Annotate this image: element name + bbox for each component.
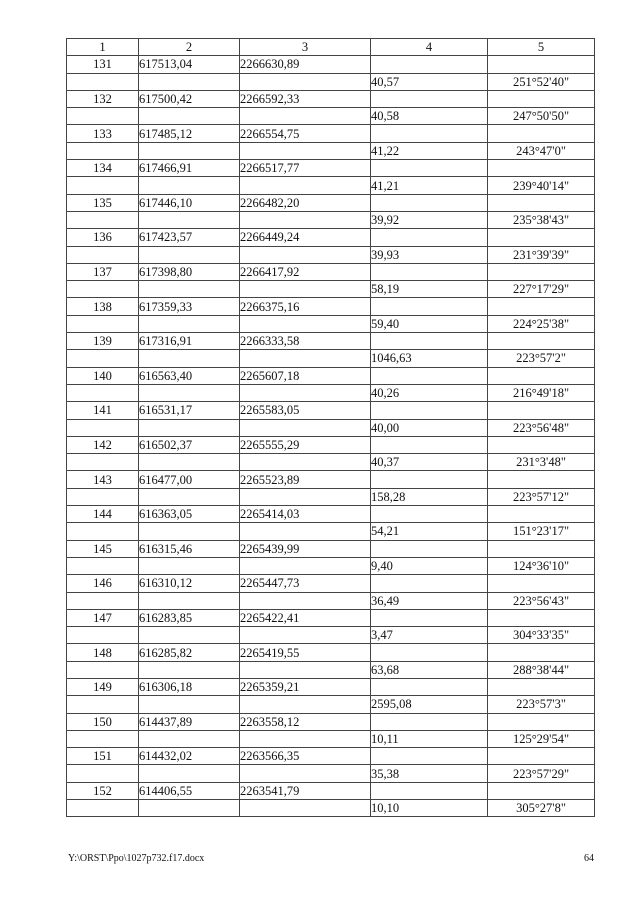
table-cell <box>67 523 139 540</box>
table-cell <box>240 592 371 609</box>
table-cell <box>371 506 488 523</box>
table-cell <box>240 765 371 782</box>
table-cell <box>371 56 488 73</box>
table-cell <box>240 384 371 401</box>
table-cell <box>139 419 240 436</box>
table-cell <box>240 488 371 505</box>
table-cell: 2265555,29 <box>240 436 371 453</box>
table-cell <box>488 263 595 280</box>
table-cell: 35,38 <box>371 765 488 782</box>
table-row <box>67 523 595 540</box>
table-cell <box>67 765 139 782</box>
table-cell: 617485,12 <box>139 125 240 142</box>
table-row <box>67 471 595 488</box>
table-cell <box>240 177 371 194</box>
table-cell <box>488 298 595 315</box>
table-cell: 146 <box>67 575 139 592</box>
table-cell: 617316,91 <box>139 333 240 350</box>
table-cell <box>240 246 371 263</box>
header-cell: 4 <box>371 39 488 56</box>
table-cell <box>67 557 139 574</box>
table-row <box>67 384 595 401</box>
table-cell <box>139 108 240 125</box>
table-cell: 54,21 <box>371 523 488 540</box>
table-cell: 2266517,77 <box>240 160 371 177</box>
table-cell <box>240 696 371 713</box>
table-cell <box>240 211 371 228</box>
table-cell: 151 <box>67 748 139 765</box>
table-cell: 2266375,16 <box>240 298 371 315</box>
table-cell <box>67 488 139 505</box>
table-row <box>67 108 595 125</box>
table-cell: 614432,02 <box>139 748 240 765</box>
table-cell <box>67 627 139 644</box>
table-cell: 614406,55 <box>139 782 240 799</box>
table-row <box>67 73 595 90</box>
table-cell: 138 <box>67 298 139 315</box>
table-cell: 142 <box>67 436 139 453</box>
table-cell <box>139 211 240 228</box>
table-cell: 137 <box>67 263 139 280</box>
table-row <box>67 540 595 557</box>
table-cell <box>488 229 595 246</box>
table-cell <box>488 471 595 488</box>
table-cell: 135 <box>67 194 139 211</box>
header-cell: 3 <box>240 39 371 56</box>
footer-file-path: Y:\ORST\Ppo\1027p732.f17.docx <box>68 853 205 864</box>
table-row <box>67 402 595 419</box>
table-cell: 3,47 <box>371 627 488 644</box>
table-cell: 63,68 <box>371 661 488 678</box>
table-cell: 39,93 <box>371 246 488 263</box>
table-cell <box>67 211 139 228</box>
coordinates-table <box>66 38 595 817</box>
table-cell: 132 <box>67 90 139 107</box>
table-cell: 9,40 <box>371 557 488 574</box>
table-cell: 243°47'0" <box>488 142 595 159</box>
table-row <box>67 177 595 194</box>
table-cell <box>139 800 240 817</box>
table-cell: 158,28 <box>371 488 488 505</box>
table-cell: 616363,05 <box>139 506 240 523</box>
table-row <box>67 609 595 626</box>
table-row <box>67 125 595 142</box>
table-row <box>67 557 595 574</box>
table-cell <box>67 696 139 713</box>
table-row <box>67 436 595 453</box>
table-cell: 616310,12 <box>139 575 240 592</box>
table-row <box>67 298 595 315</box>
table-cell: 616531,17 <box>139 402 240 419</box>
table-cell <box>139 454 240 471</box>
table-cell: 133 <box>67 125 139 142</box>
table-cell <box>240 557 371 574</box>
table-cell: 152 <box>67 782 139 799</box>
table-cell: 239°40'14" <box>488 177 595 194</box>
table-cell <box>371 90 488 107</box>
table-cell: 2266417,92 <box>240 263 371 280</box>
table-cell: 2266482,20 <box>240 194 371 211</box>
table-cell <box>67 108 139 125</box>
table-cell: 151°23'17" <box>488 523 595 540</box>
table-cell: 144 <box>67 506 139 523</box>
table-row <box>67 678 595 695</box>
table-cell: 2266449,24 <box>240 229 371 246</box>
table-row <box>67 661 595 678</box>
table-cell: 223°56'48" <box>488 419 595 436</box>
table-cell: 617423,57 <box>139 229 240 246</box>
table-row <box>67 56 595 73</box>
table-cell <box>371 644 488 661</box>
table-cell <box>240 142 371 159</box>
table-cell: 617359,33 <box>139 298 240 315</box>
table-cell: 140 <box>67 367 139 384</box>
table-cell: 616563,40 <box>139 367 240 384</box>
table-cell <box>139 384 240 401</box>
table-cell: 616306,18 <box>139 678 240 695</box>
table-cell: 616285,82 <box>139 644 240 661</box>
table-row <box>67 713 595 730</box>
table-row <box>67 281 595 298</box>
table-cell <box>67 384 139 401</box>
table-cell: 41,21 <box>371 177 488 194</box>
table-cell <box>488 506 595 523</box>
table-cell: 40,58 <box>371 108 488 125</box>
table-cell: 231°3'48" <box>488 454 595 471</box>
table-cell <box>371 713 488 730</box>
table-cell: 1046,63 <box>371 350 488 367</box>
table-cell <box>371 263 488 280</box>
table-row <box>67 211 595 228</box>
table-cell: 41,22 <box>371 142 488 159</box>
table-cell: 2266333,58 <box>240 333 371 350</box>
table-cell: 2265583,05 <box>240 402 371 419</box>
table-cell: 148 <box>67 644 139 661</box>
footer-page-number: 64 <box>584 853 594 864</box>
table-row <box>67 419 595 436</box>
table-row <box>67 333 595 350</box>
table-cell <box>240 627 371 644</box>
table-cell: 36,49 <box>371 592 488 609</box>
table-cell <box>371 125 488 142</box>
table-cell <box>139 661 240 678</box>
table-cell: 40,00 <box>371 419 488 436</box>
table-cell <box>240 108 371 125</box>
table-cell: 10,11 <box>371 730 488 747</box>
table-cell <box>488 436 595 453</box>
table-cell: 223°56'43" <box>488 592 595 609</box>
table-cell <box>371 229 488 246</box>
table-cell: 617500,42 <box>139 90 240 107</box>
table-cell <box>240 73 371 90</box>
table-cell: 251°52'40" <box>488 73 595 90</box>
table-cell <box>371 782 488 799</box>
table-row <box>67 350 595 367</box>
table-cell <box>488 367 595 384</box>
table-cell <box>139 488 240 505</box>
table-row <box>67 229 595 246</box>
table-cell: 2266592,33 <box>240 90 371 107</box>
table-row <box>67 575 595 592</box>
table-cell <box>139 315 240 332</box>
table-cell <box>488 90 595 107</box>
table-cell: 40,57 <box>371 73 488 90</box>
table-cell: 2266630,89 <box>240 56 371 73</box>
table-row <box>67 800 595 817</box>
table-cell <box>371 402 488 419</box>
table-cell <box>488 609 595 626</box>
table-cell: 231°39'39" <box>488 246 595 263</box>
table-cell: 10,10 <box>371 800 488 817</box>
table-cell: 2263558,12 <box>240 713 371 730</box>
table-cell: 288°38'44" <box>488 661 595 678</box>
table-row <box>67 454 595 471</box>
table-cell: 616477,00 <box>139 471 240 488</box>
table-cell <box>371 575 488 592</box>
table-row <box>67 142 595 159</box>
table-cell: 147 <box>67 609 139 626</box>
table-cell: 39,92 <box>371 211 488 228</box>
table-cell: 616502,37 <box>139 436 240 453</box>
table-cell <box>488 160 595 177</box>
table-cell: 40,26 <box>371 384 488 401</box>
table-row <box>67 730 595 747</box>
table-cell <box>488 540 595 557</box>
table-cell <box>67 142 139 159</box>
table-cell <box>67 281 139 298</box>
table-cell <box>488 644 595 661</box>
table-cell: 2265414,03 <box>240 506 371 523</box>
table-cell <box>488 575 595 592</box>
table-cell <box>488 333 595 350</box>
table-cell <box>139 142 240 159</box>
table-row <box>67 367 595 384</box>
table-cell <box>371 194 488 211</box>
table-cell: 150 <box>67 713 139 730</box>
table-cell: 131 <box>67 56 139 73</box>
table-cell <box>67 730 139 747</box>
table-cell: 124°36'10" <box>488 557 595 574</box>
table-row <box>67 696 595 713</box>
table-row <box>67 194 595 211</box>
table-cell <box>240 661 371 678</box>
table-header-row <box>67 39 595 56</box>
table-row <box>67 488 595 505</box>
table-cell: 149 <box>67 678 139 695</box>
table-cell <box>488 125 595 142</box>
table-cell <box>67 350 139 367</box>
table-cell: 2263566,35 <box>240 748 371 765</box>
table-cell <box>488 194 595 211</box>
table-row <box>67 506 595 523</box>
table-cell: 2265523,89 <box>240 471 371 488</box>
table-cell <box>240 454 371 471</box>
table-cell <box>371 160 488 177</box>
table-cell <box>488 713 595 730</box>
table-row <box>67 592 595 609</box>
table-cell: 59,40 <box>371 315 488 332</box>
table-cell: 617513,04 <box>139 56 240 73</box>
table-cell <box>67 246 139 263</box>
table-cell: 58,19 <box>371 281 488 298</box>
table-cell <box>139 557 240 574</box>
table-cell <box>371 436 488 453</box>
table-cell <box>488 678 595 695</box>
table-cell <box>67 592 139 609</box>
table-cell: 2265419,55 <box>240 644 371 661</box>
table-cell: 139 <box>67 333 139 350</box>
table-cell <box>371 748 488 765</box>
table-cell: 125°29'54" <box>488 730 595 747</box>
table-cell <box>371 678 488 695</box>
table-cell <box>67 661 139 678</box>
table-row <box>67 315 595 332</box>
table-row <box>67 748 595 765</box>
table-cell <box>139 73 240 90</box>
table-cell <box>371 333 488 350</box>
table-cell <box>67 800 139 817</box>
table-cell <box>240 730 371 747</box>
table-cell <box>371 540 488 557</box>
table-cell <box>139 696 240 713</box>
table-cell <box>139 523 240 540</box>
table-body <box>67 56 595 817</box>
table-cell: 40,37 <box>371 454 488 471</box>
table-row <box>67 627 595 644</box>
table-cell: 227°17'29" <box>488 281 595 298</box>
table-cell: 223°57'29" <box>488 765 595 782</box>
table-cell: 2265439,99 <box>240 540 371 557</box>
table-cell <box>240 523 371 540</box>
table-cell <box>139 246 240 263</box>
table-cell <box>488 782 595 799</box>
table-cell: 304°33'35" <box>488 627 595 644</box>
table-cell <box>139 592 240 609</box>
table-cell <box>240 350 371 367</box>
table-cell <box>139 730 240 747</box>
header-cell: 5 <box>488 39 595 56</box>
table-cell: 616283,85 <box>139 609 240 626</box>
table-cell <box>139 627 240 644</box>
table-cell: 2265607,18 <box>240 367 371 384</box>
table-cell: 2266554,75 <box>240 125 371 142</box>
table-cell <box>240 281 371 298</box>
table-cell <box>67 73 139 90</box>
table-cell <box>139 765 240 782</box>
table-cell: 143 <box>67 471 139 488</box>
table-cell <box>139 281 240 298</box>
table-cell <box>488 402 595 419</box>
table-cell: 247°50'50" <box>488 108 595 125</box>
table-cell <box>371 298 488 315</box>
table-cell: 2263541,79 <box>240 782 371 799</box>
table-cell: 216°49'18" <box>488 384 595 401</box>
table-cell: 305°27'8" <box>488 800 595 817</box>
table-cell <box>488 56 595 73</box>
table-cell <box>67 454 139 471</box>
table-cell: 2265422,41 <box>240 609 371 626</box>
table-row <box>67 160 595 177</box>
table-cell <box>240 800 371 817</box>
table-cell <box>139 350 240 367</box>
table-cell: 145 <box>67 540 139 557</box>
table-cell <box>139 177 240 194</box>
table-cell: 2265359,21 <box>240 678 371 695</box>
table-row <box>67 644 595 661</box>
table-row <box>67 765 595 782</box>
table-cell: 141 <box>67 402 139 419</box>
table-cell <box>488 748 595 765</box>
table-cell <box>371 609 488 626</box>
table-cell: 235°38'43" <box>488 211 595 228</box>
table-cell: 617398,80 <box>139 263 240 280</box>
table-cell <box>371 367 488 384</box>
table-row <box>67 263 595 280</box>
table-cell: 134 <box>67 160 139 177</box>
table-cell <box>67 315 139 332</box>
table-cell: 223°57'2" <box>488 350 595 367</box>
table-cell: 2265447,73 <box>240 575 371 592</box>
table-cell <box>240 419 371 436</box>
table-cell: 223°57'3" <box>488 696 595 713</box>
header-cell: 2 <box>139 39 240 56</box>
table-cell: 223°57'12" <box>488 488 595 505</box>
table-row <box>67 90 595 107</box>
table-cell: 614437,89 <box>139 713 240 730</box>
table-cell <box>240 315 371 332</box>
table-cell <box>67 419 139 436</box>
table-cell: 616315,46 <box>139 540 240 557</box>
table-row <box>67 782 595 799</box>
table-cell: 2595,08 <box>371 696 488 713</box>
header-cell: 1 <box>67 39 139 56</box>
table-cell: 224°25'38" <box>488 315 595 332</box>
table-cell <box>67 177 139 194</box>
table-cell: 136 <box>67 229 139 246</box>
table-row <box>67 246 595 263</box>
table-cell: 617466,91 <box>139 160 240 177</box>
table-cell: 617446,10 <box>139 194 240 211</box>
table-cell <box>371 471 488 488</box>
